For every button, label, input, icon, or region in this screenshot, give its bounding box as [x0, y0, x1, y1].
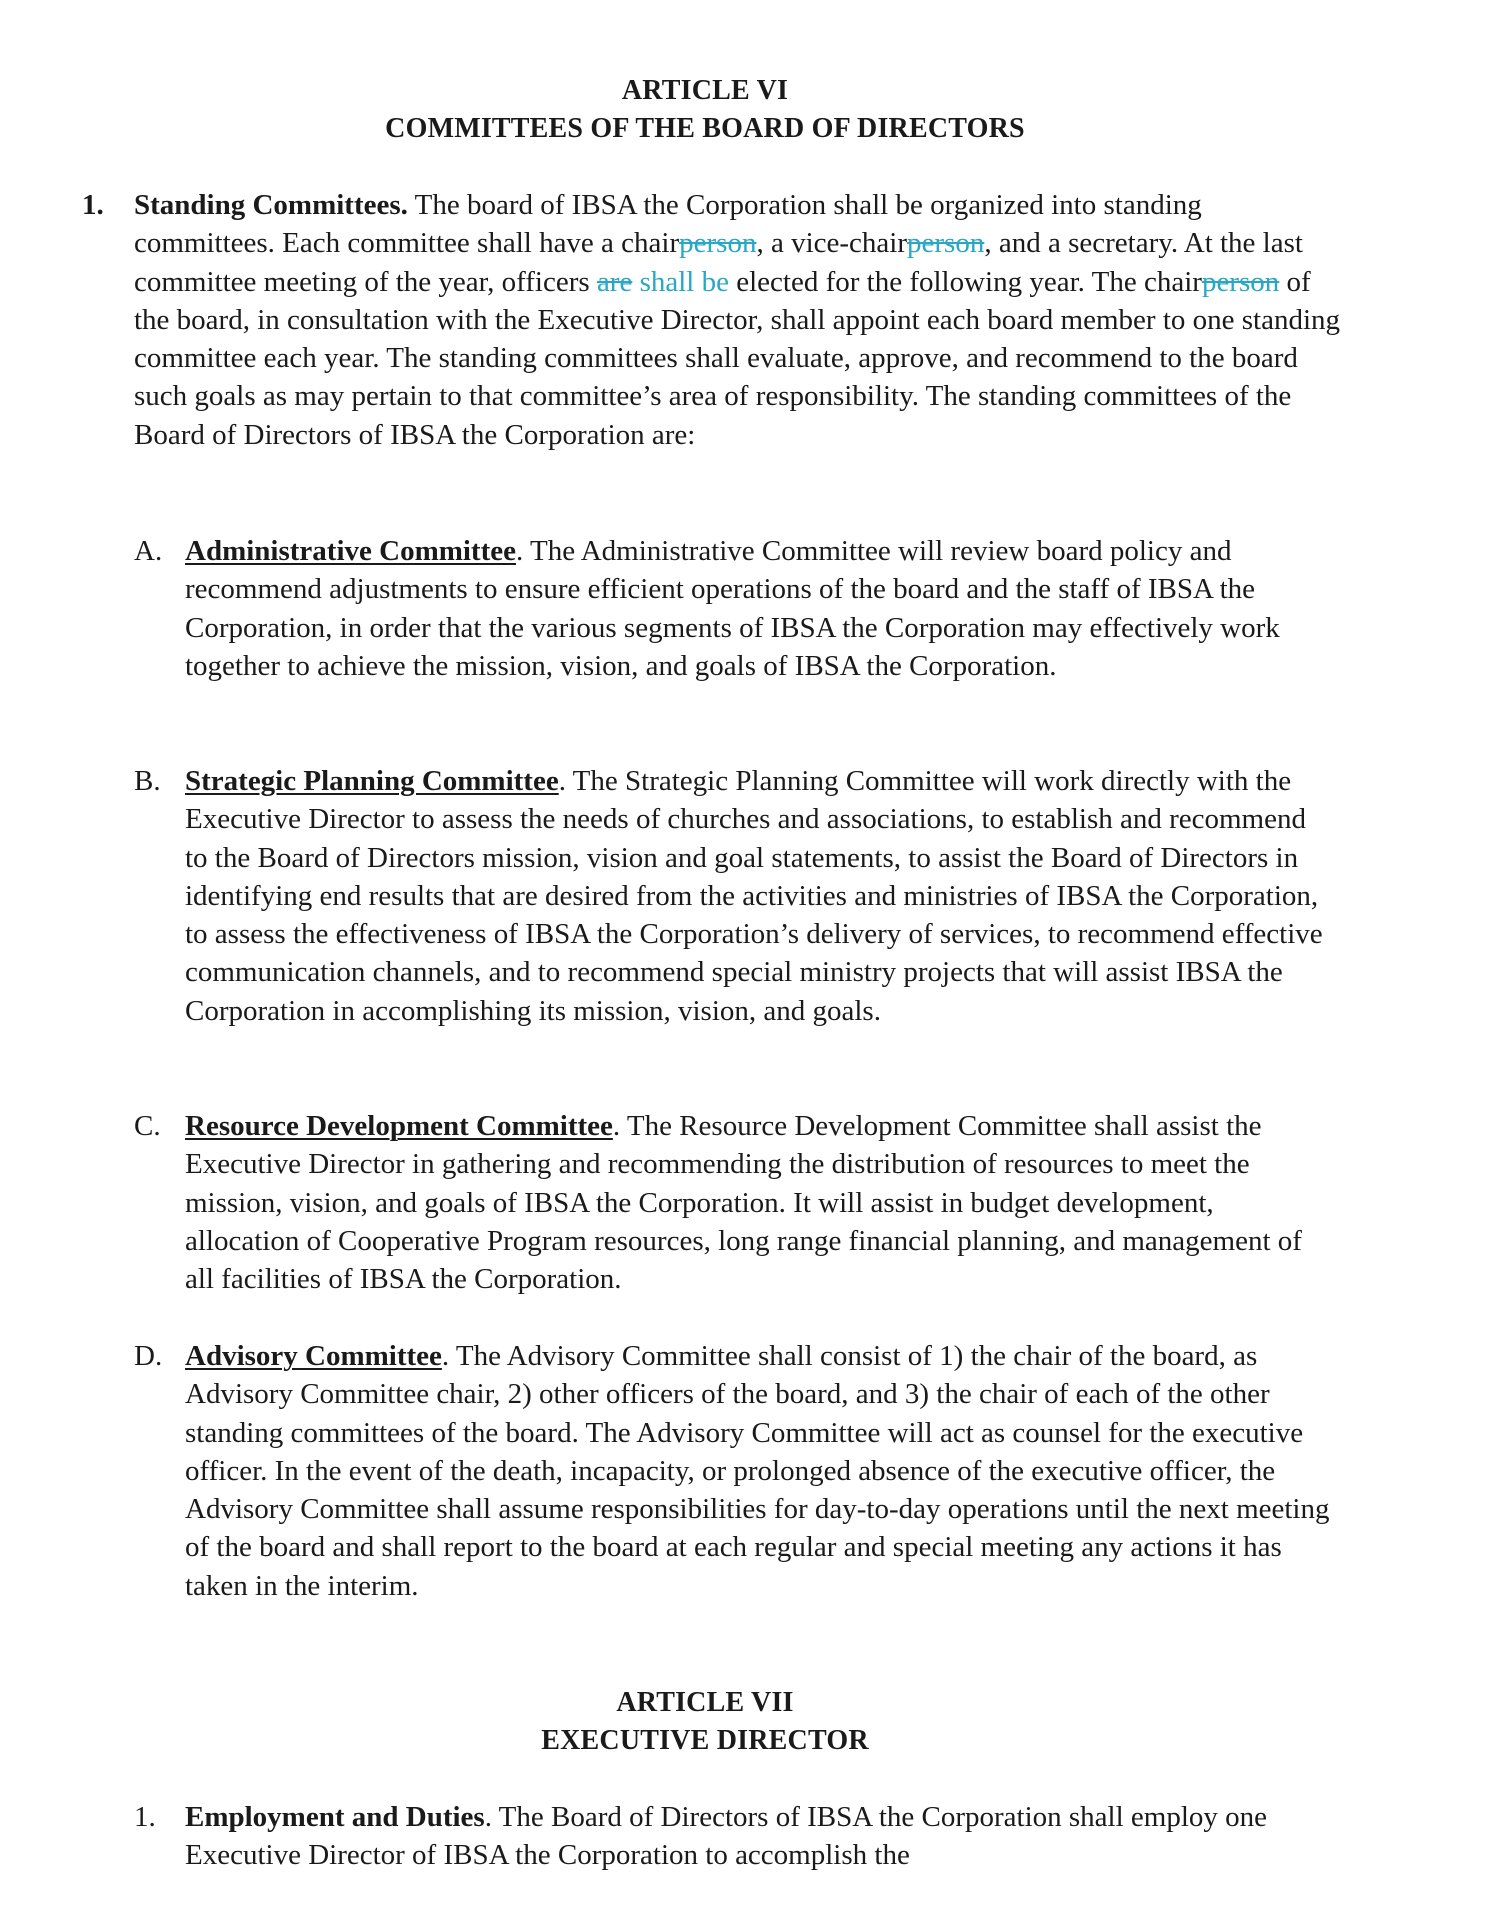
- item-heading: Advisory Committee: [185, 1340, 442, 1372]
- standing-committees-paragraph: [134, 186, 1344, 454]
- item-text: . The Administrative Committee will review board policy and recommend adjustments to ensure efficient operations of the board and the staff of IBSA the Corporation, in order that the various segments of IBSA the Corporation may effectively work together to achieve the mission, vision, and goals of IBSA the Corporation.: [185, 535, 1280, 682]
- text-run: of the board, in consultation with the Executive Director, shall appoint each board member to one standing committee each year. The standing committees shall evaluate, approve, and recommend to the board such goals as may pertain to that committee’s area of responsibility. The standing committees of the Board of Directors of IBSA the Corporation are:: [134, 265, 1341, 451]
- text-run: The board of IBSA the Corporation shall be organized into standing committees. Each committee shall have a chair: [134, 189, 1202, 260]
- advisory-committee-paragraph: [185, 1337, 1335, 1605]
- section-heading: Standing Committees.: [134, 189, 408, 221]
- item-text: . The Resource Development Committee shall assist the Executive Director in gathering and recommending the distribution of resources to meet the mission, vision, and goals of IBSA the Corporation. It will assist in budget development, allocation of Cooperative Program resources, long range financial planning, and management of all facilities of IBSA the Corporation.: [185, 1110, 1302, 1296]
- section-number: 1.: [134, 1801, 156, 1833]
- item-heading: Strategic Planning Committee: [185, 765, 559, 797]
- text-run: [632, 266, 639, 298]
- section-heading: Employment and Duties: [185, 1801, 485, 1833]
- section-text: . The Board of Directors of IBSA the Corporation shall employ one Executive Director of IBSA the Corporation to accomplish the: [185, 1801, 1268, 1872]
- item-letter: C.: [134, 1110, 161, 1142]
- administrative-committee-paragraph: [185, 532, 1335, 685]
- strategic-planning-committee-paragraph: [185, 762, 1335, 1030]
- deleted-text: person: [679, 227, 757, 260]
- deleted-text: person: [907, 227, 985, 260]
- text-run: elected for the following year. The chair: [729, 265, 1202, 298]
- deleted-text: are: [596, 265, 633, 298]
- employment-and-duties-paragraph: [185, 1798, 1335, 1875]
- item-text: . The Advisory Committee shall consist of 1) the chair of the board, as Advisory Committee chair, 2) other officers of the board, and 3) the chair of each of the other standing committees of the board. The Advisory Committee will act as counsel for the executive officer. In the event of the death, incapacity, or prolonged absence of the executive officer, the Advisory Committee shall assume responsibilities for day-to-day operations until the next meeting of the board and shall report to the board at each regular and special meeting any actions it has taken in the interim.: [185, 1340, 1330, 1602]
- item-text: . The Strategic Planning Committee will work directly with the Executive Director to assess the needs of churches and associations, to establish and recommend to the Board of Directors mission, vision and goal statements, to assist the Board of Directors in identifying end results that are desired from the activities and ministries of IBSA the Corporation, to assess the effectiveness of IBSA the Corporation’s delivery of services, to recommend effective communication channels, and to recommend special ministry projects that will assist IBSA the Corporation in accomplishing its mission, vision, and goals.: [185, 765, 1323, 1027]
- resource-development-committee-paragraph: [185, 1107, 1335, 1298]
- text-run: , a vice-chair: [756, 227, 908, 260]
- article-7-title: ARTICLE VII: [616, 1687, 794, 1718]
- item-heading: Resource Development Committee: [185, 1110, 613, 1142]
- section-number: 1.: [82, 189, 104, 221]
- item-letter: B.: [134, 765, 161, 797]
- item-letter: A.: [134, 535, 163, 567]
- article-6-title: ARTICLE VI: [621, 75, 789, 106]
- item-letter: D.: [134, 1340, 163, 1372]
- article-6-subtitle: COMMITTEES OF THE BOARD OF DIRECTORS: [385, 113, 1025, 144]
- article-7-subtitle: EXECUTIVE DIRECTOR: [541, 1725, 869, 1756]
- deleted-text: person: [1201, 265, 1280, 298]
- inserted-text: shall be: [639, 265, 729, 298]
- text-run: , and a secretary. At the last committee meeting of the year, officers: [134, 227, 1303, 298]
- item-heading: Administrative Committee: [185, 535, 516, 567]
